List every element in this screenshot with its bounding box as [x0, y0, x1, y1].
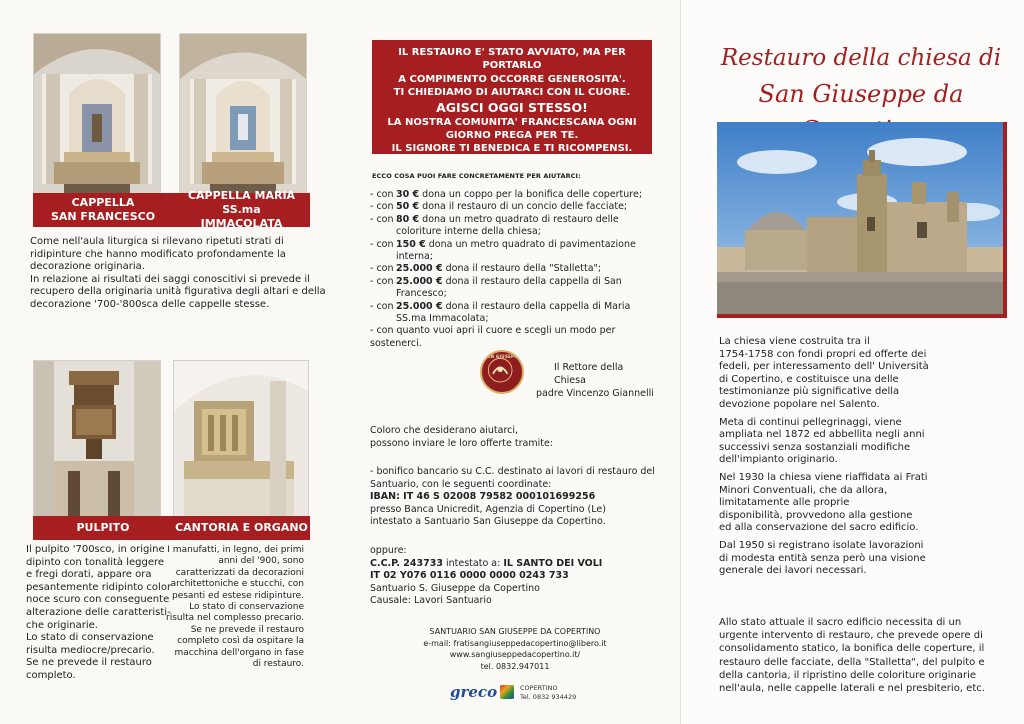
panel-right	[680, 0, 1024, 724]
photo-cantoria-organo	[173, 360, 309, 518]
photo-pulpito	[33, 360, 161, 518]
iban-text: IBAN: IT 46 S 02008 79582 000101699256	[370, 491, 596, 502]
contact-website[interactable]: www.sangiuseppedacopertino.it/	[449, 650, 581, 659]
brochure-title: Restauro della chiesa di San Giuseppe da	[720, 45, 1002, 108]
pulpito-description: Il pulpito '700sco, in origine dipinto con tonalità leggere e fregi dorati, appare ora pesantemente ridipinto color noce scuro con conseguente alterazione delle caratteristi- che originarie. Lo stato di conservazione risulta mediocre/precario. Se ne prevede il restauro completo.	[26, 544, 172, 681]
donation-item: - con 80 € dona un metro quadrato di restauro delle coloriture interne della chiesa;	[370, 213, 619, 238]
bank-transfer-info: - bonifico bancario su C.C. destinato ai lavori di restauro del Santuario, con le seguenti coordinate: IBAN: IT 46 S 02008 79582 000101699256 presso Banca Unicredit, Agenzia di Copertino (Le) intestato a Santuario San Giuseppe da Copertino.	[370, 466, 670, 529]
appeal-box: IL RESTAURO E' STATO AVVIATO, MA PER PORTARLO A COMPIMENTO OCCORRE GENEROSITA'. TI CHIEDIAMO DI AIUTARCI CON IL CUORE. AGISCI OGGI STESSO! LA NOSTRA COMUNITA' FRANCESCANA OGNI GIORNO PREGA PER TE. IL SIGNORE TI BENEDICA E TI RICOMPENSI.	[372, 40, 652, 154]
donation-item: - con 25.000 € dona il restauro della cappella di San Francesco;	[370, 275, 622, 300]
donation-item: - con 25.000 € dona il restauro della "Stalletta";	[370, 263, 602, 275]
printer-logo: greco COPERTINO Tel. 0832 934429	[450, 683, 577, 701]
history-paragraph-2: Meta di continui pellegrinaggi, viene ampliata nel 1872 ed abbellita negli anni successivi senza sostanziali modifiche dell'impianto originario.	[719, 416, 925, 466]
donation-item: - con 150 € dona un metro quadrato di pavimentazione interna;	[370, 238, 636, 263]
church-history	[719, 336, 1009, 578]
caption-cantoria-organo: CANTORIA E ORGANO	[173, 516, 310, 540]
caption-cappella-san-francesco: CAPPELLA SAN FRANCESCO	[33, 193, 173, 227]
franciscan-seal: SAN GIUSEPPE	[480, 350, 524, 394]
photo-church-exterior	[717, 122, 1007, 318]
rector-signature: Il Rettore della Chiesa padre Vincenzo Giannelli	[536, 362, 654, 399]
photo-cappella-maria-immacolata	[179, 33, 307, 195]
chapels-description: Come nell'aula liturgica si rilevano ripetuti strati di ridipinture che hanno modificato profondamente la decorazione originaria. In relazione ai risultati dei saggi conoscitivi si prevede il recupero della originaria unità figurativa degli altari e della decorazione '700-'800sca delle cappelle stesse.	[30, 236, 326, 310]
help-heading: ECCO COSA PUOI FARE CONCRETAMENTE PER AIUTARCI:	[372, 172, 581, 180]
ccp-iban: IT 02 Y076 0116 0000 0000 0243 733	[370, 570, 569, 581]
photo-cappella-san-francesco	[33, 33, 161, 195]
postal-account-info: oppure: C.C.P. 243733 intestato a: IL SANTO DEI VOLI IT 02 Y076 0116 0000 0000 0243 733 Santuario S. Giuseppe da Copertino Causale: Lavori Santuario	[370, 545, 670, 608]
panel-middle	[342, 0, 680, 724]
caption-pulpito: PULPITO	[33, 516, 173, 540]
caption-cappella-maria-immacolata: CAPPELLA MARIA SS.ma IMMACOLATA	[173, 193, 310, 227]
offers-intro: Coloro che desiderano aiutarci, possono inviare le loro offerte tramite:	[370, 425, 554, 449]
current-state-paragraph: Allo stato attuale il sacro edificio necessita di un urgente intervento di restauro, che prevede opere di consolidamento statico, la bonifica delle coperture, il restauro delle facciate, della "Stalletta", del pulpito e della cantoria, il ripristino delle coloriture originarie nell'aula, nelle cappelle laterali e nel presbiterio, etc.	[719, 617, 985, 695]
donation-item: - con 50 € dona il restauro di un concio delle facciate;	[370, 201, 628, 213]
history-paragraph-1: La chiesa viene costruita tra il 1754-1758 con fondi propri ed offerte dei fedeli, per interessamento dell' Università di Copertino, e costituisce una delle testimonianze più significative della devozione popolare nel Salento.	[719, 336, 929, 410]
panel-left	[0, 0, 342, 724]
donation-item: - con 25.000 € dona il restauro della cappella di Maria SS.ma Immacolata;	[370, 300, 631, 325]
donation-item: - con 30 € dona un coppo per la bonifica delle coperture;	[370, 189, 643, 200]
sanctuary-contacts: SANTUARIO SAN GIUSEPPE DA COPERTINO e-mail: fratisangiuseppedacopertino@libero.it www.sangiuseppedacopertino.it/ tel. 0832.947011	[370, 626, 660, 672]
history-paragraph-4: Dal 1950 si registrano isolate lavorazioni di modesta entità senza però una visione generale dei lavori necessari.	[719, 539, 926, 577]
printer-icon	[500, 685, 514, 699]
cantoria-description: I manufatti, in legno, dei primi anni del '900, sono caratterizzati da decorazioni architettoniche e stucchi, con pesanti ed estese ridipinture. Lo stato di conservazione risulta nel complesso precario. Se ne prevede il restauro completo così da ospitare la macchina dell'organo in fase di restauro.	[166, 545, 304, 670]
donation-list	[370, 189, 660, 350]
donation-final: - con quanto vuoi apri il cuore e scegli un modo per sostenerci.	[370, 325, 616, 349]
contact-email[interactable]: e-mail: fratisangiuseppedacopertino@libero.it	[423, 638, 607, 648]
history-paragraph-3: Nel 1930 la chiesa viene riaffidata ai Frati Minori Conventuali, che da allora, limitatamente alle proprie disponibilità, provvedono alla gestione ed alla conservazione del sacro edificio.	[719, 471, 928, 534]
